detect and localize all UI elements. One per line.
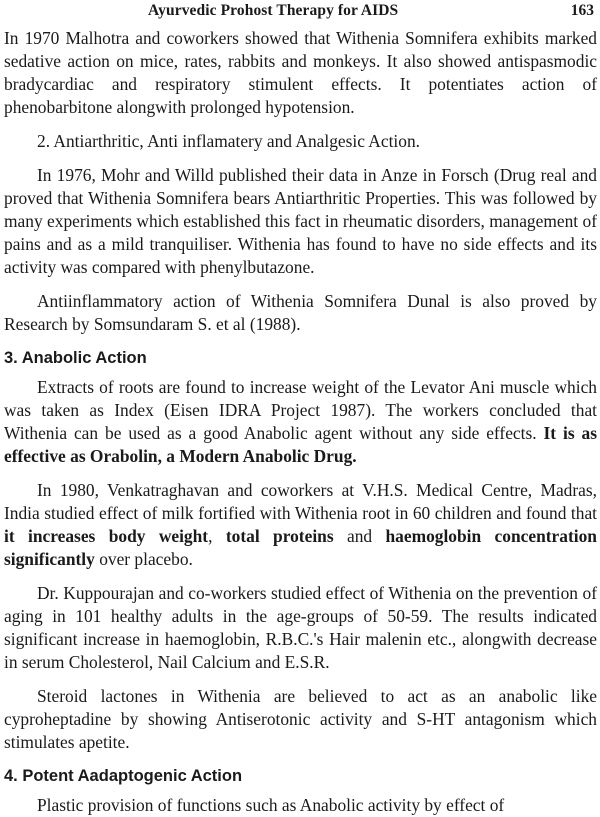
section-heading-adaptogenic: 4. Potent Aadaptogenic Action	[4, 767, 243, 785]
comma: ,	[208, 526, 213, 546]
emphasis-total-proteins: total proteins	[225, 526, 334, 546]
paragraph-antiarthritic: In 1976, Mohr and Willd published their data in Anze in Forsch (Drug real and proved that Withenia Somnifera bears Antiarthritic Properties. This was followed by many experiments which established this fact in rheumatic disorders, management of pains and as a mild tranquiliser. Withenia has found to have no side effects and its activity was compared with phenylbutazone.	[4, 165, 597, 277]
running-title: Ayurvedic Prohost Therapy for AIDS	[148, 2, 399, 19]
paragraph-kuppourajan: Dr. Kuppourajan and co-workers studied effect of Withenia on the prevention of aging in 101 healthy adults in the age-groups of 50-59. The results indicated significant increase in haemoglobin, R.B.C.'s Hair malenin etc., alongwith decrease in serum Cholesterol, Nail Calcium and E.S.R.	[4, 583, 597, 672]
section-heading-anabolic: 3. Anabolic Action	[4, 349, 147, 367]
paragraph-plastic-provision: Plastic provision of functions such as Anabolic activity by effect of	[37, 795, 505, 815]
emphasis-body-weight: it increases body weight	[4, 526, 209, 546]
paragraph-antiinflammatory: Antiinflammatory action of Withenia Somnifera Dunal is also proved by Research by Somsundaram S. et al (1988).	[4, 291, 597, 334]
paragraph-steroid-lactones: Steroid lactones in Withenia are believed to act as an anabolic like cyproheptadine by showing Antiserotonic activity and S-HT antagonism which stimulates apetite.	[4, 686, 597, 752]
paragraph-anabolic-extracts	[4, 376, 597, 468]
emphasis-haemoglobin: haemoglobin concentration significantly	[4, 526, 597, 569]
anabolic-extracts-text: Extracts of roots are found to increase weight of the Levator Ani muscle which was taken as Index (Eisen IDRA Project 1987). The workers concluded that Withenia can be used as a good Anabolic agent without any side effects.	[4, 377, 597, 443]
venkatraghavan-text: In 1980, Venkatraghavan and coworkers at V.H.S. Medical Centre, Madras, India studied effect of milk fortified with Withenia root in 60 children and found that	[4, 480, 597, 523]
paragraph-venkatraghavan	[4, 479, 597, 571]
conjunction: and	[346, 526, 373, 546]
paragraph-sedative-action: In 1970 Malhotra and coworkers showed that Withenia Somnifera exhibits marked sedative action on mice, rates, rabbits and monkeys. It also showed antispasmodic bradycardiac and respiratory stimulent effects. It potentiates action of phenobarbitone alongwith prolonged hypotension.	[4, 28, 597, 117]
venkatraghavan-tail: over placebo.	[99, 549, 193, 569]
body-text	[4, 27, 597, 817]
running-header	[0, 0, 600, 26]
page-number: 163	[570, 2, 594, 19]
section-heading-antiarthritic: 2. Antiarthritic, Anti inflamatery and Analgesic Action.	[37, 131, 420, 151]
anabolic-emphasis: It is as effective as Orabolin, a Modern Anabolic Drug.	[4, 423, 597, 466]
